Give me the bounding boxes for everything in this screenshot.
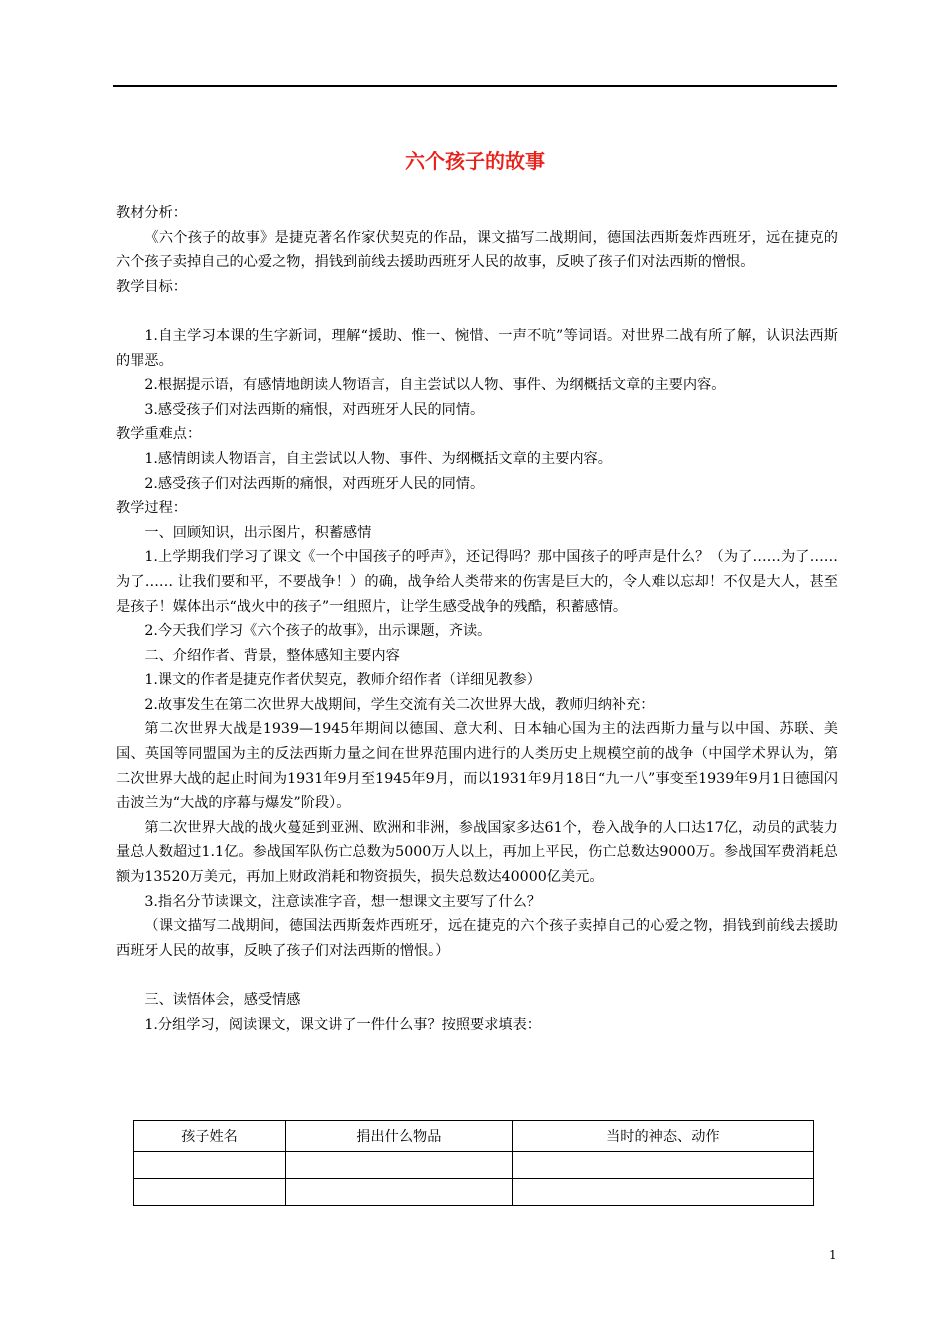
blank-line xyxy=(116,299,838,324)
fill-in-table xyxy=(133,1120,814,1206)
paragraph: 教学目标： xyxy=(116,278,187,295)
blank-line xyxy=(116,963,838,988)
table-cell xyxy=(286,1152,513,1179)
header-rule xyxy=(113,85,837,87)
table-header-cell: 捐出什么物品 xyxy=(286,1121,513,1152)
paragraph: 三、读悟体会，感受情感 xyxy=(144,992,301,1008)
paragraph: 1.课文的作者是捷克作者伏契克，教师介绍作者（详细见教参） xyxy=(144,672,541,689)
table-header-cell: 当时的神态、动作 xyxy=(512,1121,813,1152)
paragraph: 1.感情朗读人物语言，自主尝试以人物、事件、为纲概括文章的主要内容。 xyxy=(144,450,612,467)
paragraph: 2.根据提示语，有感情地朗读人物语言，自主尝试以人物、事件、为纲概括文章的主要内容。 xyxy=(144,377,726,394)
paragraph: 《六个孩子的故事》是捷克著名作家伏契克的作品，课文描写二战期间，德国法西斯轰炸西班牙，远在捷克的六个孩子卖掉自己的心爱之物，捐钱到前线去援助西班牙人民的故事，反映了孩子们对法西斯的憎恨。 xyxy=(116,229,838,271)
table-cell xyxy=(512,1152,813,1179)
paragraph: 二、介绍作者、背景，整体感知主要内容 xyxy=(144,647,400,664)
paragraph: 1.分组学习，阅读课文，课文讲了一件什么事？按照要求填表： xyxy=(144,1016,541,1033)
table-cell xyxy=(286,1179,513,1206)
paragraph: 一、回顾知识，出示图片，积蓄感情 xyxy=(144,524,372,541)
paragraph: 1.自主学习本课的生字新词，理解“援助、惟一、惋惜、一声不吭”等词语。对世界二战有所了解，认识法西斯的罪恶。 xyxy=(116,327,838,369)
document-title: 六个孩子的故事 xyxy=(405,149,545,173)
paragraph: 教学重难点： xyxy=(116,426,202,443)
paragraph: 第二次世界大战的战火蔓延到亚洲、欧洲和非洲，参战国家多达61个，卷入战争的人口达17亿，动员的武装力量总人数超过1.1亿。参战国军队伤亡总数为5000万人以上，再加上平民，伤亡总数达9000万。参战国军费消耗总额为13520万美元，再加上财政消耗和物资损失，损失总数达40000亿美元。 xyxy=(116,819,838,886)
paragraph: 3.感受孩子们对法西斯的痛恨，对西班牙人民的同情。 xyxy=(144,401,485,418)
paragraph: 教材分析： xyxy=(116,205,187,221)
table-header-cell: 孩子姓名 xyxy=(134,1121,286,1152)
table-cell xyxy=(134,1152,286,1179)
paragraph: 第二次世界大战是1939—1945年期间以德国、意大利、日本轴心国为主的法西斯力量与以中国、苏联、美国、英国等同盟国为主的反法西斯力量之间在世界范围内进行的人类历史上规模空前的战争（中国学术界认为，第二次世界大战的起止时间为1931年9月至1945年9月，而以1931年9月18日“九一八”事变至1939年9月1日德国闪击波兰为“大战的序幕与爆发”阶段）。 xyxy=(116,721,838,812)
paragraph: 1.上学期我们学习了课文《一个中国孩子的呼声》，还记得吗？那中国孩子的呼声是什么？（为了……为了……为了…… 让我们要和平，不要战争！）的确，战争给人类带来的伤害是巨大的，令人难以忘却！不仅是大人，甚至是孩子！媒体出示“战火中的孩子”一组照片，让学生感受战争的残酷，积蓄感情。 xyxy=(116,549,838,615)
paragraph: 2.感受孩子们对法西斯的痛恨，对西班牙人民的同情。 xyxy=(144,475,485,492)
table-row xyxy=(134,1179,814,1206)
paragraph: 2.故事发生在第二次世界大战期间，学生交流有关二次世界大战，教师归纳补充： xyxy=(144,696,655,713)
body-text xyxy=(116,201,838,1037)
table-cell xyxy=(512,1179,813,1206)
paragraph: （课文描写二战期间，德国法西斯轰炸西班牙，远在捷克的六个孩子卖掉自己的心爱之物，捐钱到前线去援助西班牙人民的故事，反映了孩子们对法西斯的憎恨。） xyxy=(116,918,838,959)
paragraph: 3.指名分节读课文，注意读准字音，想一想课文主要写了什么？ xyxy=(144,893,541,910)
page-number: 1 xyxy=(829,1248,837,1262)
paragraph: 教学过程： xyxy=(116,500,187,517)
table-row xyxy=(134,1152,814,1179)
paragraph: 2.今天我们学习《六个孩子的故事》，出示课题，齐读。 xyxy=(144,623,492,640)
table-cell xyxy=(134,1179,286,1206)
table-header-row xyxy=(134,1121,814,1152)
